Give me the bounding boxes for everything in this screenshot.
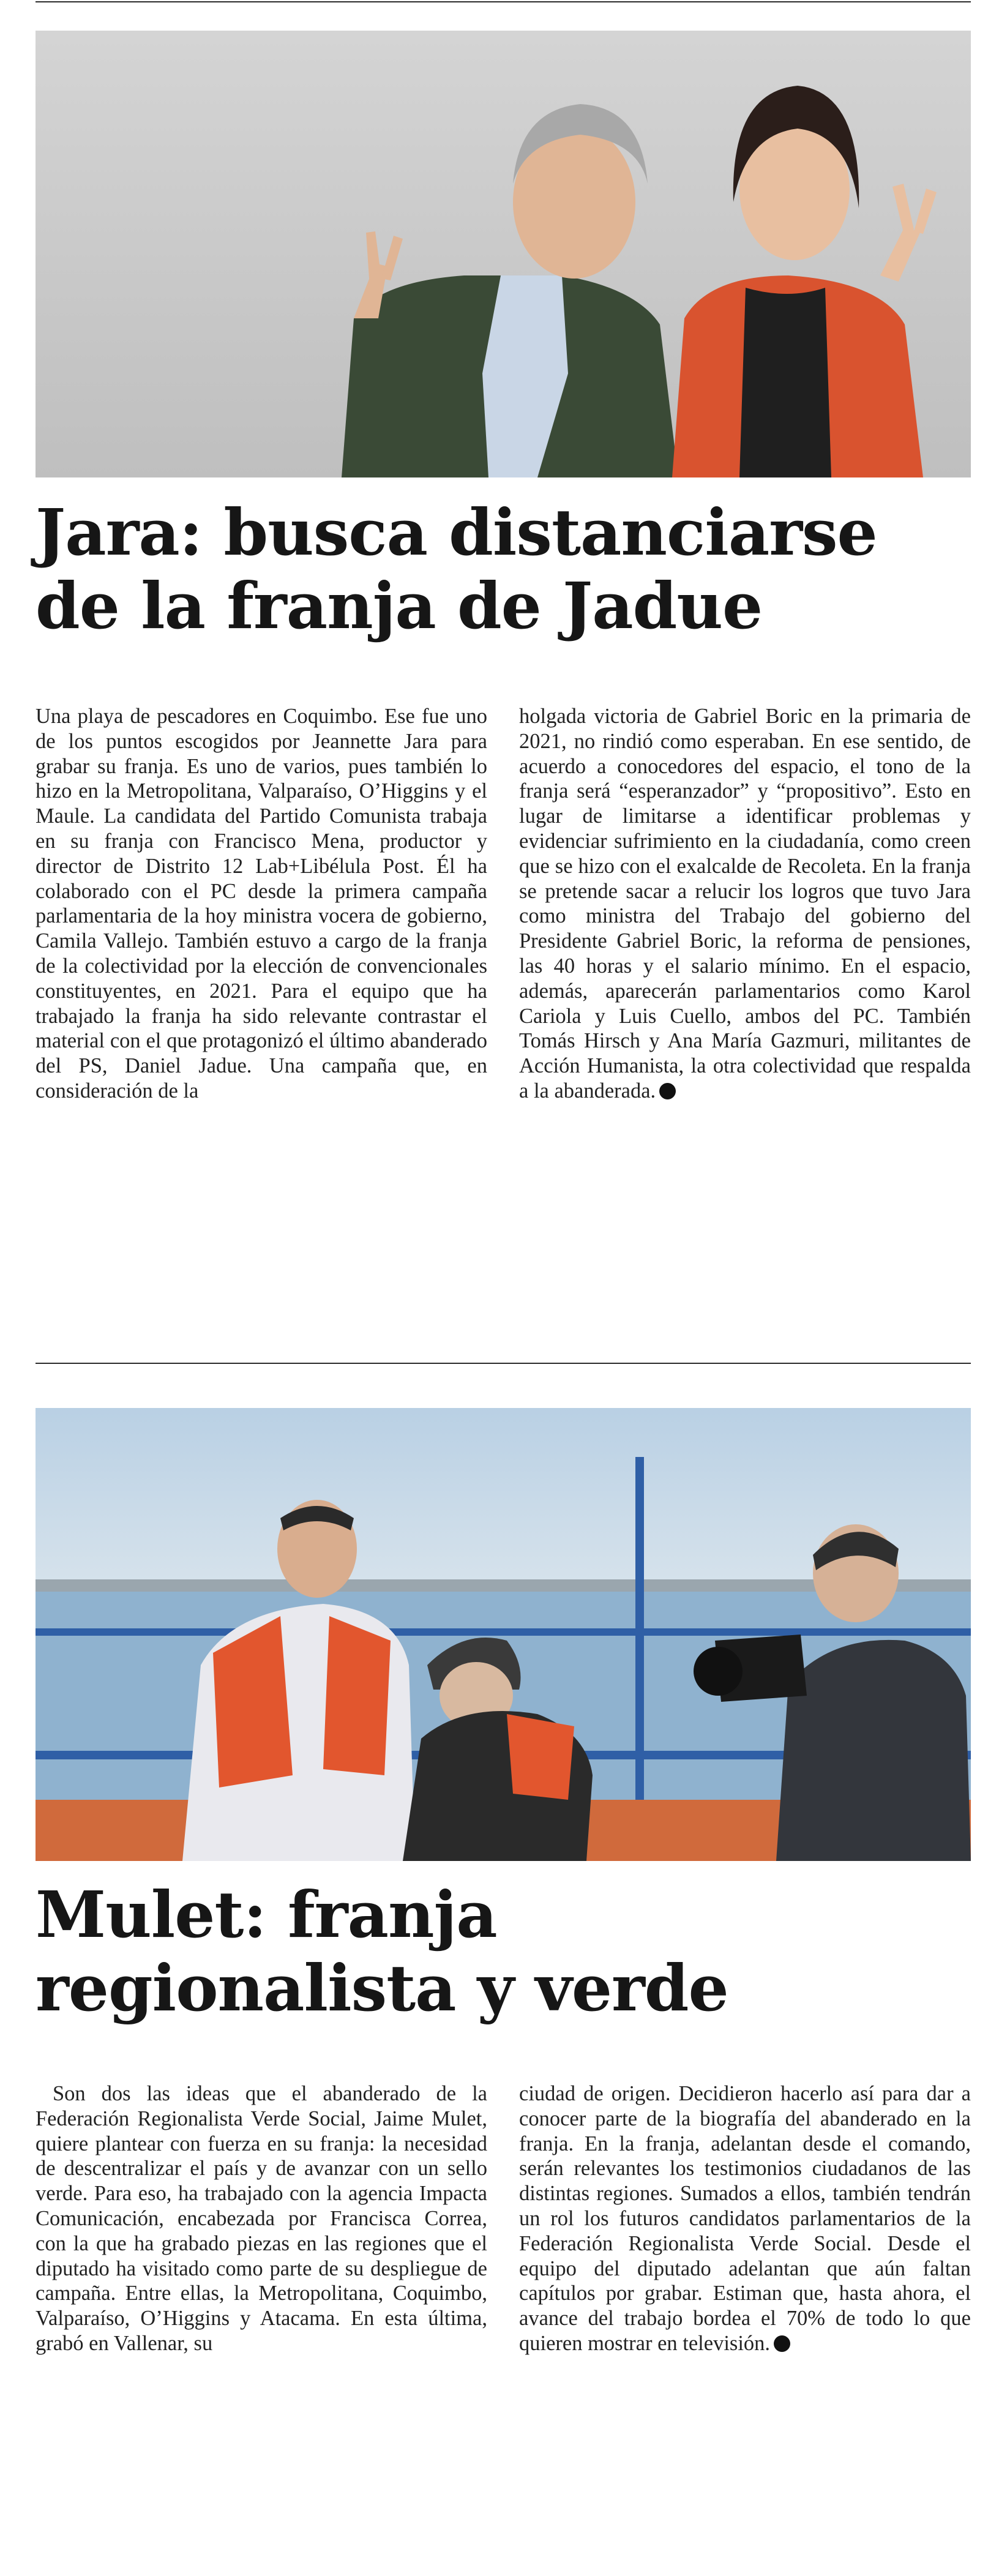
jara-photo — [36, 31, 971, 477]
mulet-column-2-text: ciudad de origen. Decidieron hacerlo así para dar a conocer parte de la biografía del abanderado en la franja. En la franja, adelantan desde el comando, serán relevantes los testimonios ciudadanos de las distintas regiones. Sumados a ellos, también tendrán un rol los futuros candidatos parlamentarios de la Federación Regionalista Verde Social. Desde el equipo del diputado adelantan que aún faltan capítulos por grabar. Estiman que, hasta ahora, el avance del trabajo bordea el 70% de todo lo que quieren mostrar en televisión. — [519, 2082, 971, 2355]
mulet-column-1 — [36, 2081, 487, 2356]
mulet-headline-line1: Mulet: franja — [36, 1877, 497, 1952]
jara-headline-line1: Jara: busca distanciarse — [36, 495, 877, 570]
mulet-headline-line2: regionalista y verde — [36, 1950, 728, 2026]
section-divider-rule — [36, 1363, 971, 1364]
mulet-column-1-text: Son dos las ideas que el abanderado de la Federación Regionalista Verde Social, Jaime Mulet, quiere plantear con fuerza en su franja: la necesidad de descentralizar el país y de avanzar con un sello verde. Para eso, ha trabajado con la agencia Impacta Comunicación, encabezada por Francisca Correa, con la que ha grabado piezas en las regiones que el diputado ha visitado como parte de su despliegue de campaña. Entre ellas, la Metropolitana, Coquimbo, Valparaíso, O’Higgins y Atacama. En esta última, grabó en Vallenar, su — [36, 2082, 487, 2355]
jara-column-2 — [519, 704, 971, 1104]
jara-column-2-text: holgada victoria de Gabriel Boric en la primaria de 2021, no rindió como esperaban. En ese sentido, de acuerdo a conocedores del espacio, el tono de la franja será “esperanzador” y “propositivo”. Esto en lugar de limitarse a identificar problemas y evidenciar sufrimiento en la ciudadanía, como creen que se hizo con el exalcalde de Recoleta. En la franja se pretende sacar a relucir los logros que tuvo Jara como ministra del Trabajo del gobierno del Presidente Gabriel Boric, la reforma de pensiones, las 40 horas y el salario mínimo. En el espacio, además, aparecerán parlamentarios como Karol Cariola y Luis Cuello, ambos del PC. También Tomás Hirsch y Ana María Gazmuri, militantes de Acción Humanista, la otra colectividad que respalda a la abanderada. — [519, 705, 971, 1103]
top-rule — [36, 1, 971, 2]
mulet-headline — [36, 1878, 972, 2025]
mulet-photo — [36, 1408, 971, 1861]
mulet-column-2 — [519, 2081, 971, 2356]
jara-column-1-text: Una playa de pescadores en Coquimbo. Ese fue uno de los puntos escogidos por Jeannette Jara para grabar su franja. Es uno de varios, pues también lo hizo en la Metropolitana, Valparaíso, O’Higgins y el Maule. La candidata del Partido Comunista trabaja en su franja con Francisco Mena, productor y director de Distrito 12 Lab+Libélula Post. Él ha colaborado con el PC desde la primera campaña parlamentaria de la hoy ministra vocera de gobierno, Camila Vallejo. También estuvo a cargo de la franja de la colectividad por la elección de convencionales constituyentes, en 2021. Para el equipo que ha trabajado la franja ha sido relevante contrastar el material con el que protagonizó el último abanderado del PS, Daniel Jadue. Una campaña que, en consideración de la — [36, 705, 487, 1103]
end-of-article-dot-icon — [774, 2335, 790, 2352]
jara-headline — [36, 496, 972, 643]
jara-headline-line2: de la franja de Jadue — [36, 568, 763, 643]
end-of-article-dot-icon — [659, 1083, 676, 1099]
jara-column-1 — [36, 704, 487, 1104]
